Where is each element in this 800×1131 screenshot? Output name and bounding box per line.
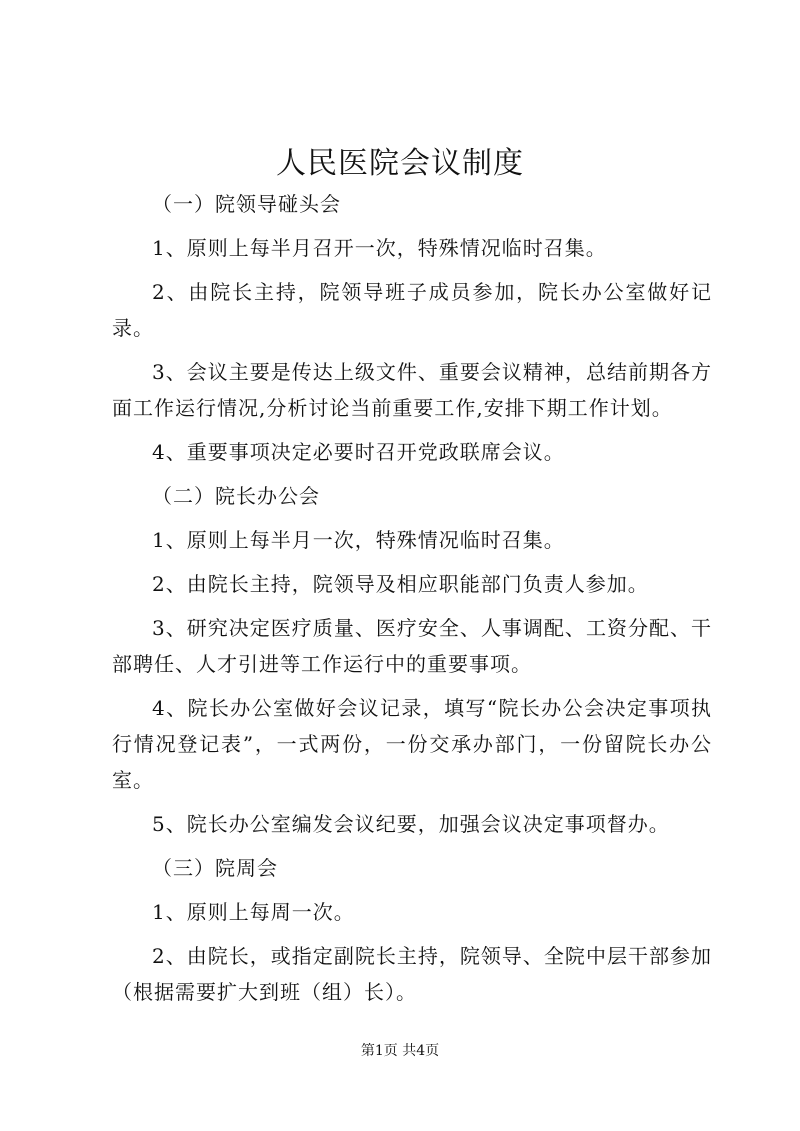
paragraph: 1、原则上每半月召开一次，特殊情况临时召集。 xyxy=(152,236,607,260)
section-heading: （二）院长办公会 xyxy=(152,484,320,508)
page-footer: 第1页 共4页 xyxy=(360,1043,440,1059)
section-heading: （三）院周会 xyxy=(152,856,278,880)
document-title: 人民医院会议制度 xyxy=(276,146,524,181)
paragraph: 2、由院长主持，院领导班子成员参加，院长办公室做好记录。 xyxy=(112,280,712,340)
paragraph: 2、由院长主持，院领导及相应职能部门负责人参加。 xyxy=(152,572,649,596)
paragraph: 5、院长办公室编发会议纪要，加强会议决定事项督办。 xyxy=(152,812,670,836)
document-body xyxy=(112,186,712,1010)
paragraph: 1、原则上每半月一次，特殊情况临时召集。 xyxy=(152,528,565,552)
paragraph: 4、重要事项决定必要时召开党政联席会议。 xyxy=(152,440,565,464)
paragraph: 4、院长办公室做好会议记录，填写“院长办公会决定事项执行情况登记表”，一式两份，一份交承办部门，一份留院长办公室。 xyxy=(112,696,712,792)
paragraph: 1、原则上每周一次。 xyxy=(152,900,355,924)
paragraph: 2、由院长，或指定副院长主持，院领导、全院中层干部参加（根据需要扩大到班（组）长）。 xyxy=(112,944,712,1004)
paragraph: 3、会议主要是传达上级文件、重要会议精神，总结前期各方面工作运行情况,分析讨论当前重要工作,安排下期工作计划。 xyxy=(112,360,712,420)
section-heading: （一）院领导碰头会 xyxy=(152,192,341,216)
paragraph: 3、研究决定医疗质量、医疗安全、人事调配、工资分配、干部聘任、人才引进等工作运行中的重要事项。 xyxy=(112,616,712,676)
